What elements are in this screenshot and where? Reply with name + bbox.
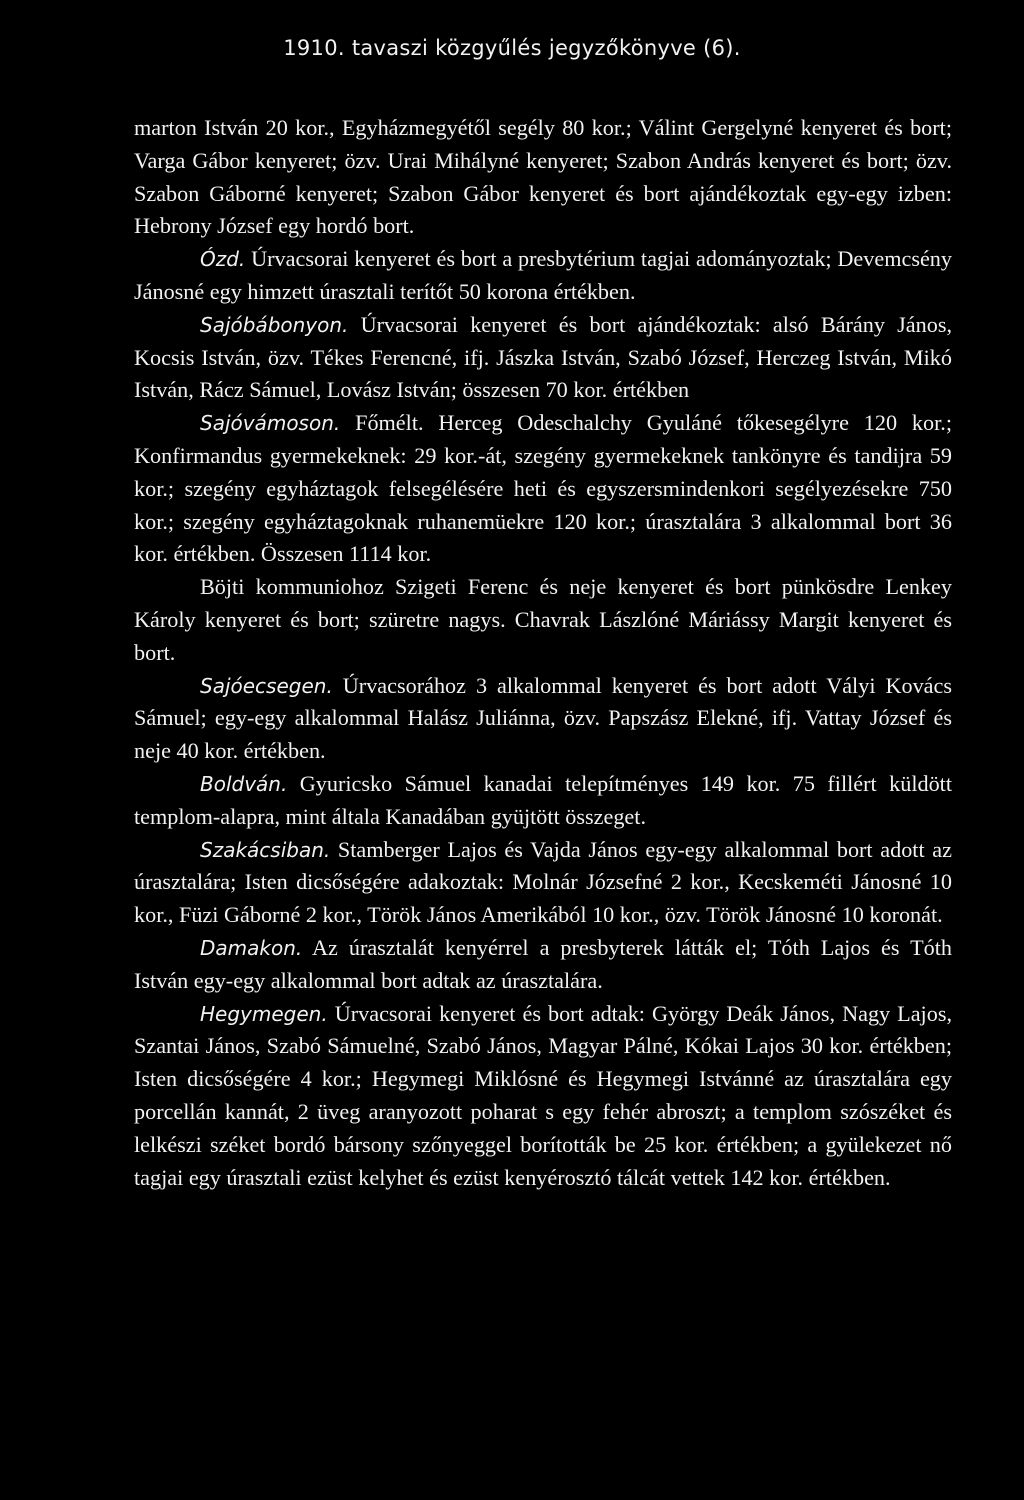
paragraph-text: Úrvacsorai kenyeret és bort ajándékoztak: alsó Bárány János, Kocsis István, özv. Tékes Ferencné, ifj. Jászka István, Szabó József, Herczeg István, Mikó István, Rácz Sámuel, Lovász István; összesen 70 kor. értékben bbox=[134, 311, 952, 403]
paragraph bbox=[134, 112, 952, 243]
paragraph-text: Úrvacsorai kenyeret és bort a presbytérium tagjai adományoztak; Devemcsény Jánosné egy himzett úrasztali terítőt 50 korona értékben. bbox=[134, 246, 952, 304]
paragraph-hegymegen bbox=[134, 998, 952, 1195]
paragraph-text: Böjti kommuniohoz Szigeti Ferenc és neje kenyeret és bort pünkösdre Lenkey Károly kenyeret és bort; szüretre nagys. Chavrak Lászlóné Máriássy Margit kenyeret és bort. bbox=[134, 574, 952, 665]
paragraph-sajovamoson bbox=[134, 407, 952, 571]
paragraph-text: marton István 20 kor., Egyházmegyétől segély 80 kor.; Válint Gergelyné kenyeret és bort; Varga Gábor kenyeret; özv. Urai Mihályné kenyeret; Szabon András kenyeret és bort; özv. Szabon Gáborné kenyeret; Szabon Gábor kenyeret és bort ajándékoztak egy-egy izben: Hebrony József egy hordó bort. bbox=[134, 115, 952, 239]
paragraph-bojti bbox=[134, 571, 952, 669]
place-name: Ózd. bbox=[200, 247, 246, 272]
paragraph-szakacsiban bbox=[134, 834, 952, 932]
place-name: Boldván. bbox=[200, 771, 288, 796]
paragraph-text: Az úrasztalát kenyérrel a presbyterek látták el; Tóth Lajos és Tóth István egy-egy alkalommal bort adtak az úrasztalára. bbox=[134, 934, 952, 993]
paragraph-text: Úrvacsorához 3 alkalommal kenyeret és bort adott Vályi Kovács Sámuel; egy-egy alkalommal Halász Juliánna, özv. Papszász Elekné, ifj. Vattay József és neje 40 kor. értékben. bbox=[134, 672, 952, 764]
place-name: Damakon. bbox=[200, 935, 303, 960]
place-name: Hegymegen. bbox=[200, 1001, 328, 1026]
paragraph-text: Stamberger Lajos és Vajda János egy-egy alkalommal bort adott az úrasztalára; Isten dicsőségére adakoztak: Molnár Józsefné 2 kor., Kecskeméti Jánosné 10 kor., Füzi Gáborné 2 kor., Török János Amerikából 10 kor., özv. Török Jánosné 10 koronát. bbox=[134, 836, 952, 928]
page-title: 1910. tavaszi közgyűlés jegyzőkönyve (6). bbox=[283, 36, 741, 60]
paragraph-damakon bbox=[134, 932, 952, 998]
paragraph-text: Gyuricsko Sámuel kanadai telepítményes 149 kor. 75 fillért küldött templom-alapra, mint általa Kanadában gyüjtött összeget. bbox=[134, 770, 952, 829]
place-name: Sajóvámoson. bbox=[200, 411, 341, 436]
paragraph-sajobabonyon bbox=[134, 309, 952, 407]
paragraph-boldvan bbox=[134, 768, 952, 834]
paragraph-text: Főmélt. Herceg Odeschalchy Gyuláné tőkesegélyre 120 kor.; Konfirmandus gyermekeknek: 29 kor.-át, szegény gyermekeknek tankönyre és tandijra 59 kor.; szegény egyháztagok felsegélésére heti és egyszersmindenkori segélyezésekre 750 kor.; szegény egyháztagoknak ruhanemüekre 120 kor.; úrasztalára 3 alkalommal bort 36 kor. értékben. Összesen 1114 kor. bbox=[134, 410, 952, 567]
paragraph-ozd bbox=[134, 243, 952, 309]
place-name: Sajóecsegen. bbox=[200, 673, 333, 698]
place-name: Szakácsiban. bbox=[200, 837, 331, 862]
place-name: Sajóbábonyon. bbox=[200, 312, 349, 337]
paragraph-sajoecsegen bbox=[134, 670, 952, 768]
paragraph-text: Úrvacsorai kenyeret és bort adtak: György Deák János, Nagy Lajos, Szantai János, Szabó Sámuelné, Szabó János, Magyar Pálné, Kókai Lajos 30 kor. értékben; Isten dicsőségére 4 kor.; Hegymegi Miklósné és Hegymegi Istvánné az úrasztalára egy porcellán kannát, 2 üveg aranyozott poharat s egy fehér abroszt; a templom szószéket és lelkészi széket bordó bársony szőnyeggel borították be 25 kor. értékben; a gyülekezet nő tagjai egy úrasztali ezüst kelyhet és ezüst kenyérosztó tálcát vettek 142 kor. értékben. bbox=[134, 1000, 952, 1190]
document-body bbox=[134, 112, 952, 1194]
